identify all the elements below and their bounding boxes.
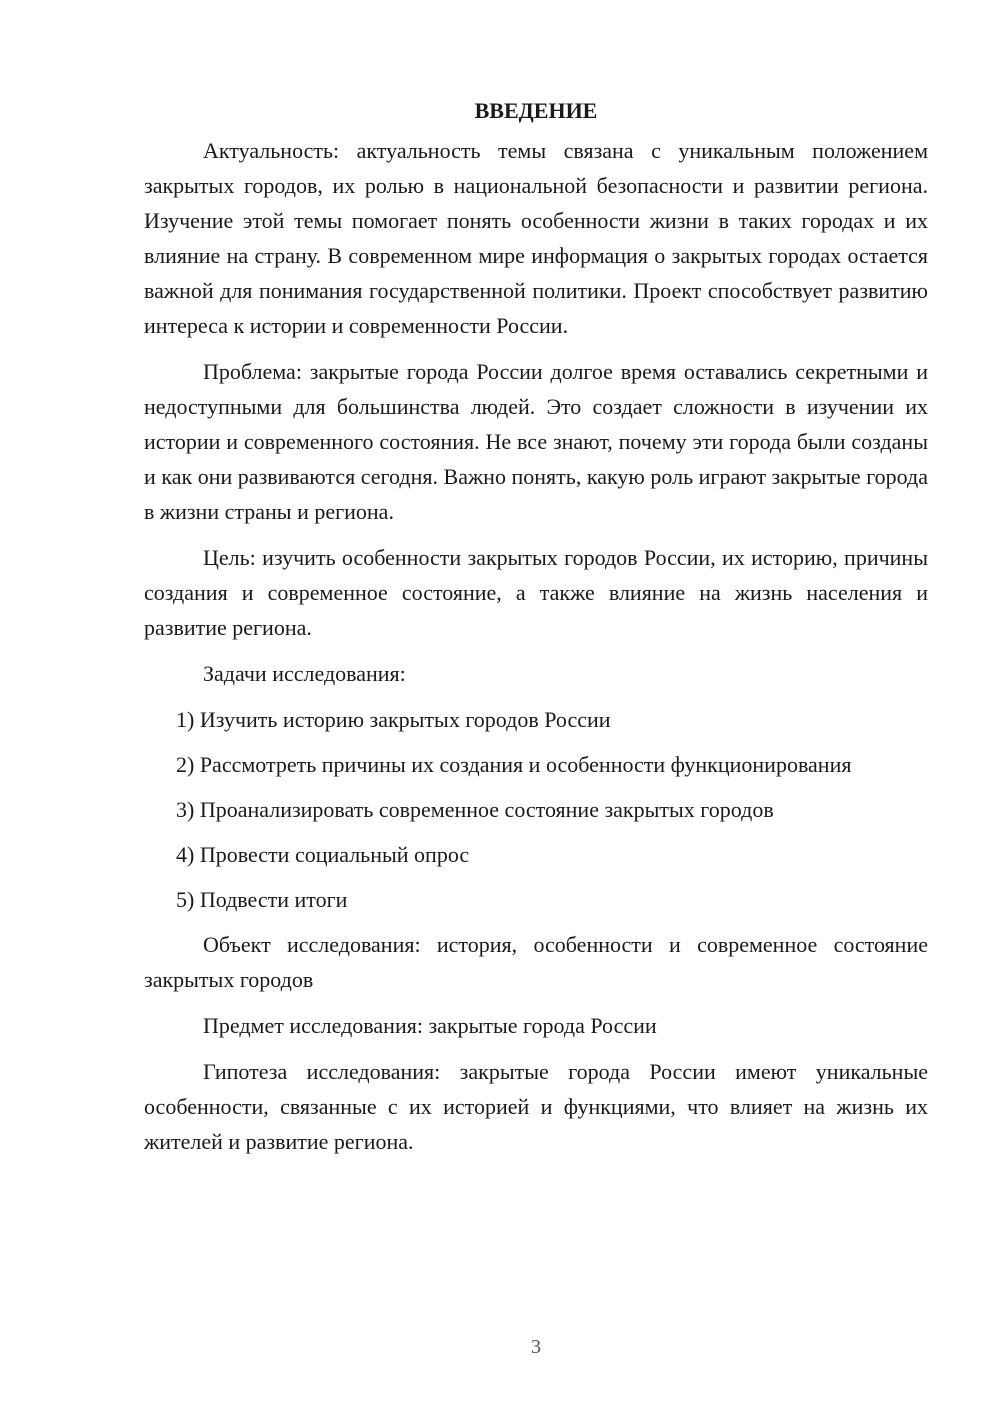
problem-paragraph: Проблема: закрытые города России долгое время оставались секретными и недоступными для большинства людей. Это создает сложности в изучении их истории и современного состояния. Не все знают, почему эти города были созданы и как они развиваются сегодня. Важно понять, какую роль играют закрытые города в жизни страны и региона. — [144, 359, 928, 524]
list-item: 3) Проанализировать современное состояние закрытых городов — [176, 797, 774, 822]
list-item: 5) Подвести итоги — [176, 887, 348, 912]
hypothesis-paragraph: Гипотеза исследования: закрытые города России имеют уникальные особенности, связанные с их историей и функциями, что влияет на жизнь их жителей и развитие региона. — [144, 1059, 928, 1154]
relevance-paragraph: Актуальность: актуальность темы связана с уникальным положением закрытых городов, их ролью в национальной безопасности и развитии региона. Изучение этой темы помогает понять особенности жизни в таких городах и их влияние на страну. В современном мире информация о закрытых городах остается важной для понимания государственной политики. Проект способствует развитию интереса к истории и современности России. — [144, 138, 928, 338]
list-item: 1) Изучить историю закрытых городов России — [176, 707, 611, 732]
page-title: ВВЕДЕНИЕ — [474, 98, 598, 123]
object-paragraph: Объект исследования: история, особенности и современное состояние закрытых городов — [144, 932, 928, 992]
tasks-intro: Задачи исследования: — [203, 661, 406, 686]
goal-paragraph: Цель: изучить особенности закрытых городов России, их историю, причины создания и современное состояние, а также влияние на жизнь населения и развитие региона. — [144, 545, 928, 640]
page-content — [144, 97, 928, 1170]
page-number: 3 — [531, 1336, 541, 1358]
subject-paragraph: Предмет исследования: закрытые города России — [203, 1013, 657, 1038]
list-item: 4) Провести социальный опрос — [176, 842, 470, 867]
list-item: 2) Рассмотреть причины их создания и особенности функционирования — [176, 752, 852, 777]
tasks-list — [144, 702, 928, 917]
